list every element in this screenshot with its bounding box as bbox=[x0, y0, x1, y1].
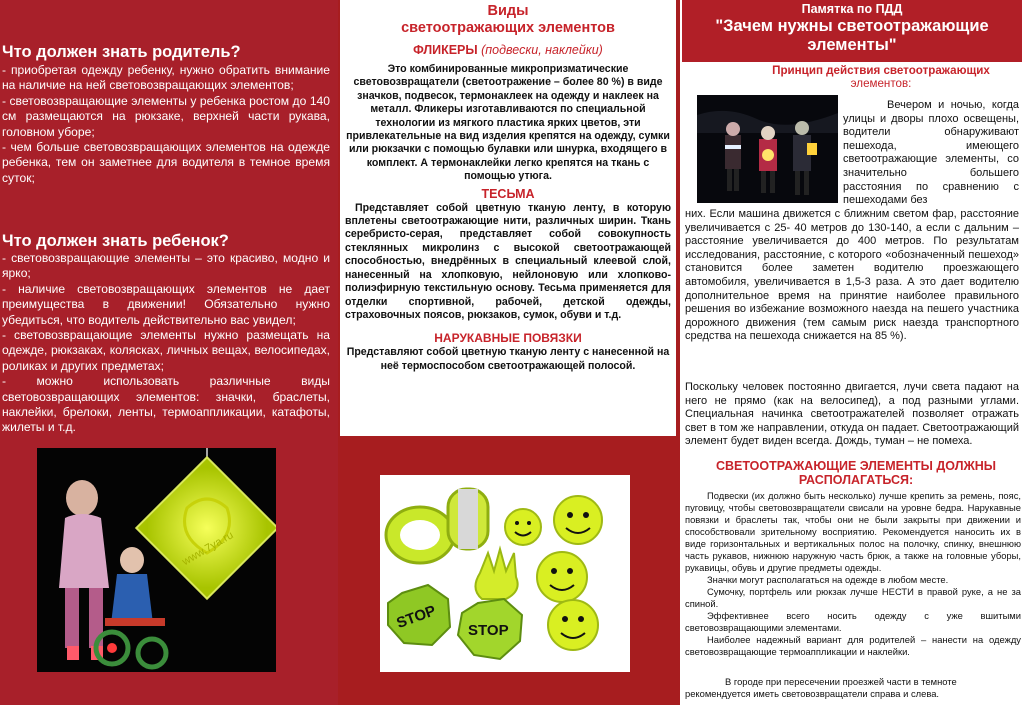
flickers-text: Это комбинированные микропризматические световозвращатели (светоотражение – более 80 %) в виде значков, подвесок, термонаклеек на одежду и наклеек на металл. Фликеры изготавливаются по специальной технологии из мягкого пластика ярких цветов, эти привлекательные на вид изделия крепятся на одежду, сумки или рюкзачки с помощью булавки или шнурка, входящего в комплект. А термонаклейки легко крепятся на ткань с помощью утюга. bbox=[346, 63, 670, 183]
flickers-heading bbox=[340, 43, 676, 58]
types-panel bbox=[340, 0, 676, 436]
list-item: Значки могут располагаться на одежде в любом месте. bbox=[707, 574, 949, 585]
types-title bbox=[340, 3, 676, 37]
list-item: Сумочку, портфель или рюкзак лучше НЕСТИ в правой руке, а не за спиной. bbox=[685, 586, 1021, 609]
banner-subtitle: Памятка по ПДД bbox=[801, 2, 903, 16]
principle-heading-tail: элементов: bbox=[850, 77, 912, 90]
child-heading: Что должен знать ребенок? bbox=[2, 232, 229, 250]
parent-heading: Что должен знать родитель? bbox=[2, 43, 241, 61]
placement-text bbox=[685, 490, 1021, 658]
flickers-heading-label: ФЛИКЕРЫ bbox=[413, 43, 478, 57]
reflective-accessories-photo bbox=[380, 475, 630, 672]
list-item: Эффективнее всего носить одежду с уже вшитыми световозвращающими элементами. bbox=[685, 610, 1021, 633]
principle-heading-main: Принцип действия светоотражающих bbox=[772, 64, 990, 77]
title-banner bbox=[682, 0, 1022, 62]
reflection-text: Поскольку человек постоянно двигается, лучи света падают на него не прямо (как на велосипед), а под разными углами. Специальная начинка светоотражателей позволяет отражать свет в том же направлении, откуда он падает. Светоотражающий элемент будет виден всегда. Дождь, туман – не помеха. bbox=[685, 381, 1019, 448]
list-item: Наиболее надежный вариант для родителей – нанести на одежду световозвращающие термоаппликации и наклейки. bbox=[685, 634, 1021, 657]
armband-text: Представляют собой цветную тканую ленту с нанесенной на неё термоспособом светоотражающей полосой. bbox=[346, 346, 670, 372]
list-item: - световозвращающие элементы нужно размещать на одежде, рюкзаках, колясках, личных вещах, велосипедах, роликах и других предметах; bbox=[2, 328, 330, 373]
tape-text: Представляет собой цветную тканую ленту, в которую вплетены светоотражающие нити, различных ширин. Ткань серебристо-серая, представляет собой совокупность стеклянных микролинз с высокой светоотражающей способностью, внедрённых в специальный клеевой слой, нанесенный на хлопковую, нейлоновую или хлопково-полиэфирную текстильную основу. Тесьма применяется для отделки спортивной, рабочей, детской одежды, страховочных поясов, рюкзаков, сумок, обуви и т.д. bbox=[345, 201, 671, 321]
principle-body-text: них. Если машина движется с ближним светом фар, расстояние увеличивается с 25- 40 метров до 130-140, а если с дальним – расстояние увеличивается до 400 метров. По результатам исследования, расстояние, с которого «обозначенный пешеход» становится более заметен водителю проезжающего автомобиля, увеличивается в 1,5-3 раза. А это дает водителю дополнительное время на принятие наиболее правильного решения во избежание возможного наезда на пешего участника дорожного движения (тем самым риск наезда транспортного средства на пешехода снижается на 85 %). bbox=[685, 208, 1019, 343]
list-item: - чем больше световозвращающих элементов на одежде ребенка, тем он заметнее для водителя в темное время суток; bbox=[2, 140, 330, 185]
stop-sign-label: STOP bbox=[394, 602, 439, 633]
tape-heading: ТЕСЬМА bbox=[481, 186, 535, 201]
list-item: - приобретая одежду ребенку, нужно обратить внимание на наличие на ней световозвращающих элементов; bbox=[2, 63, 330, 93]
parent-text bbox=[2, 63, 330, 186]
list-item: - наличие световозвращающих элементов не дает преимущества в движении! Обязательно нужно убедиться, что водитель действительно вас увидел; bbox=[2, 281, 330, 327]
stop-sign-label: STOP bbox=[468, 622, 509, 639]
armband-heading: НАРУКАВНЫЕ ПОВЯЗКИ bbox=[434, 331, 582, 346]
placement-heading: СВЕТООТРАЖАЮЩИЕ ЭЛЕМЕНТЫ ДОЛЖНЫ РАСПОЛАГАТЬСЯ: bbox=[715, 459, 997, 487]
flickers-heading-note: (подвески, наклейки) bbox=[481, 43, 603, 57]
watermark-text: www.7ya.ru bbox=[180, 529, 236, 569]
principle-heading bbox=[740, 64, 1022, 90]
types-title-line1: Виды bbox=[487, 3, 529, 19]
list-item: - световозвращающие элементы – это красиво, модно и ярко; bbox=[2, 251, 330, 281]
list-item: - можно использовать различные виды световозвращающих элементов: значки, браслеты, наклейки, брелоки, ленты, термоаппликации, катафоты, жилеты и т.д. bbox=[2, 374, 330, 435]
night-pedestrians-photo bbox=[697, 95, 838, 203]
list-item: Подвески (их должно быть несколько) лучше крепить за ремень, пояс, пуговицу, чтобы световозвращатели свисали на уровне бедра. Нарукавные повязки и браслеты так, чтобы они не были закрыты при движении и способствовали зрительному восприятию. Рекомендуется наносить их в виде горизонтальных и вертикальных полос на полочку, спинку, внешнюю часть рукавов, нижнюю наружную часть брюк, а также на головные уборы, рукавицы, обувь и другие предметы одежды. bbox=[685, 490, 1021, 573]
banner-title: "Зачем нужны светоотражающие элементы" bbox=[715, 17, 989, 54]
list-item: - световозвращающие элементы у ребенка ростом до 140 см размещаются на рюкзаке, верхней части рукава, головном уборе; bbox=[2, 93, 330, 139]
types-title-line2: светоотражающих элементов bbox=[401, 20, 615, 36]
child-text bbox=[2, 251, 330, 436]
kids-reflector-photo bbox=[37, 448, 276, 672]
principle-intro-text: Вечером и ночью, когда улицы и дворы плохо освещены, водители обнаруживают пешехода, имеющего светоотражающие элементы, со значительно большего расстояния по сравнению с пешеходами без bbox=[843, 99, 1019, 207]
final-note: В городе при пересечении проезжей части в темноте рекомендуется иметь световозвращатели справа и слева. bbox=[685, 676, 957, 699]
